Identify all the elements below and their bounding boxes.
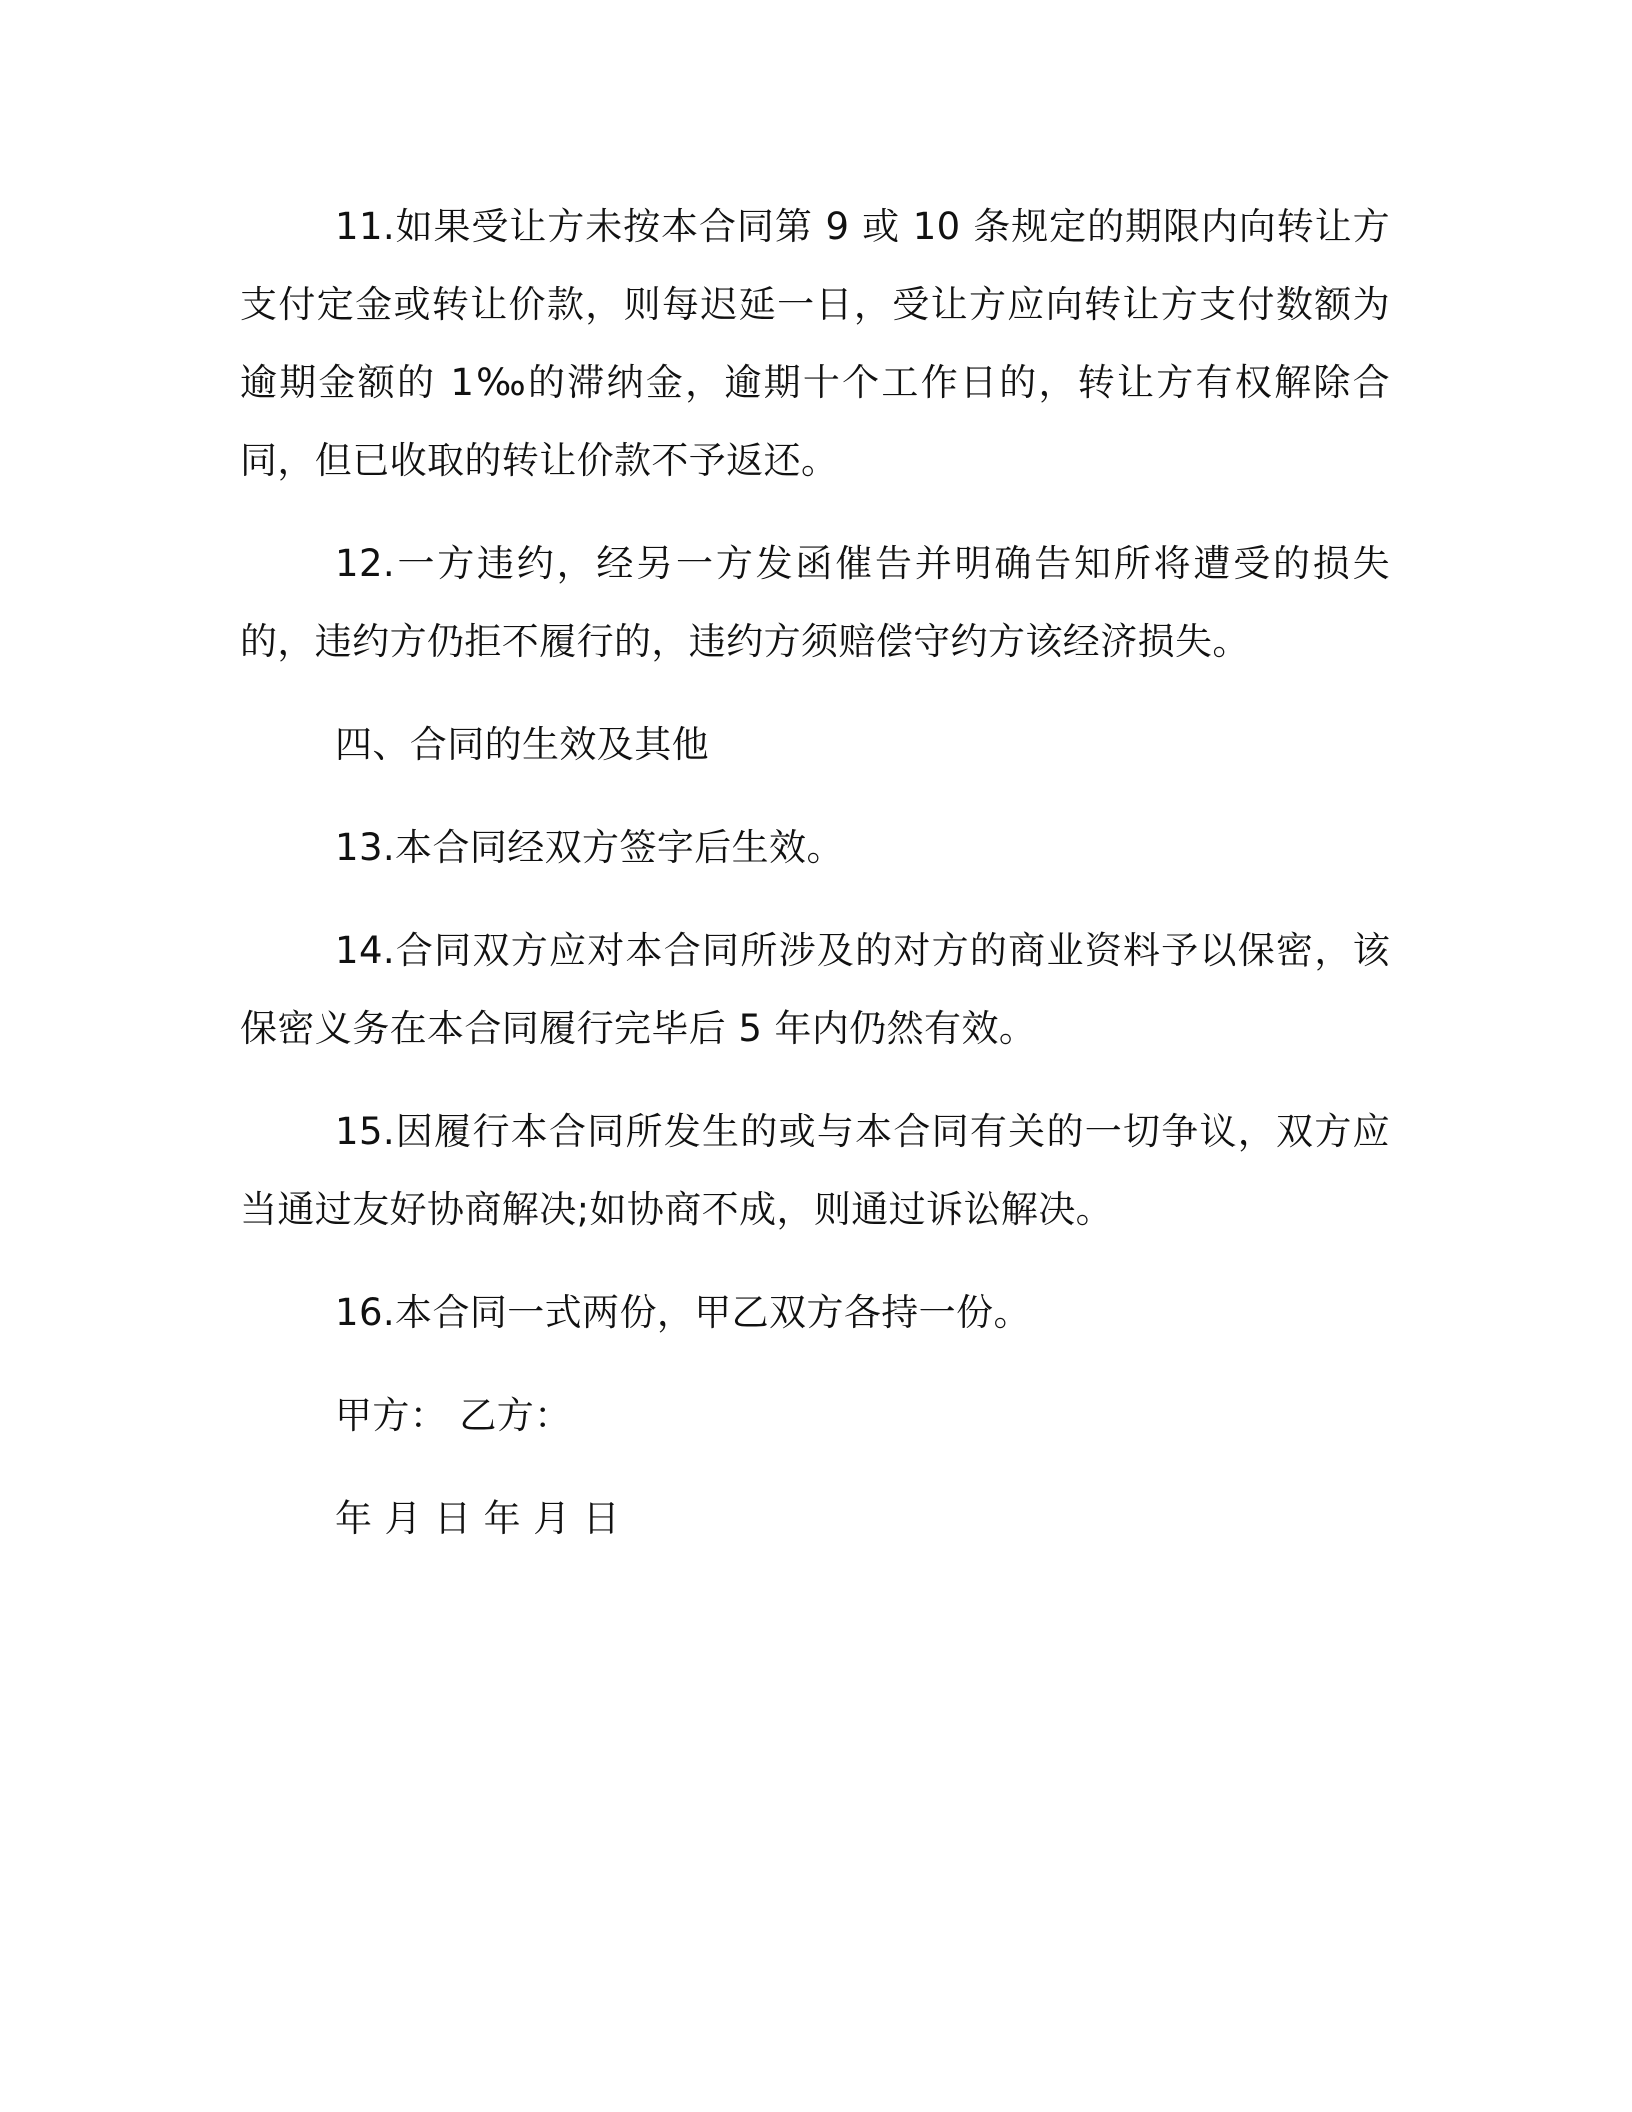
clause-14: 14.合同双方应对本合同所涉及的对方的商业资料予以保密，该保密义务在本合同履行完毕后 5 年内仍然有效。 <box>240 929 1390 1050</box>
section-heading-4: 四、合同的生效及其他 <box>335 723 709 766</box>
clause-12: 12.一方违约，经另一方发函催告并明确告知所将遭受的损失的，违约方仍拒不履行的，违约方须赔偿守约方该经济损失。 <box>240 542 1390 663</box>
clause-15: 15.因履行本合同所发生的或与本合同有关的一切争议，双方应当通过友好协商解决;如协商不成，则通过诉讼解决。 <box>240 1110 1390 1231</box>
signature-dates: 年 月 日 年 月 日 <box>335 1497 621 1540</box>
signature-parties: 甲方： 乙方： <box>335 1394 572 1437</box>
document-page <box>240 188 1390 1583</box>
clause-13: 13.本合同经双方签字后生效。 <box>335 826 844 869</box>
clause-11: 11.如果受让方未按本合同第 9 或 10 条规定的期限内向转让方支付定金或转让价款，则每迟延一日，受让方应向转让方支付数额为逾期金额的 1‰的滞纳金，逾期十个工作日的，转让方有权解除合同，但已收取的转让价款不予返还。 <box>240 205 1390 482</box>
clause-16: 16.本合同一式两份，甲乙双方各持一份。 <box>335 1291 1031 1334</box>
